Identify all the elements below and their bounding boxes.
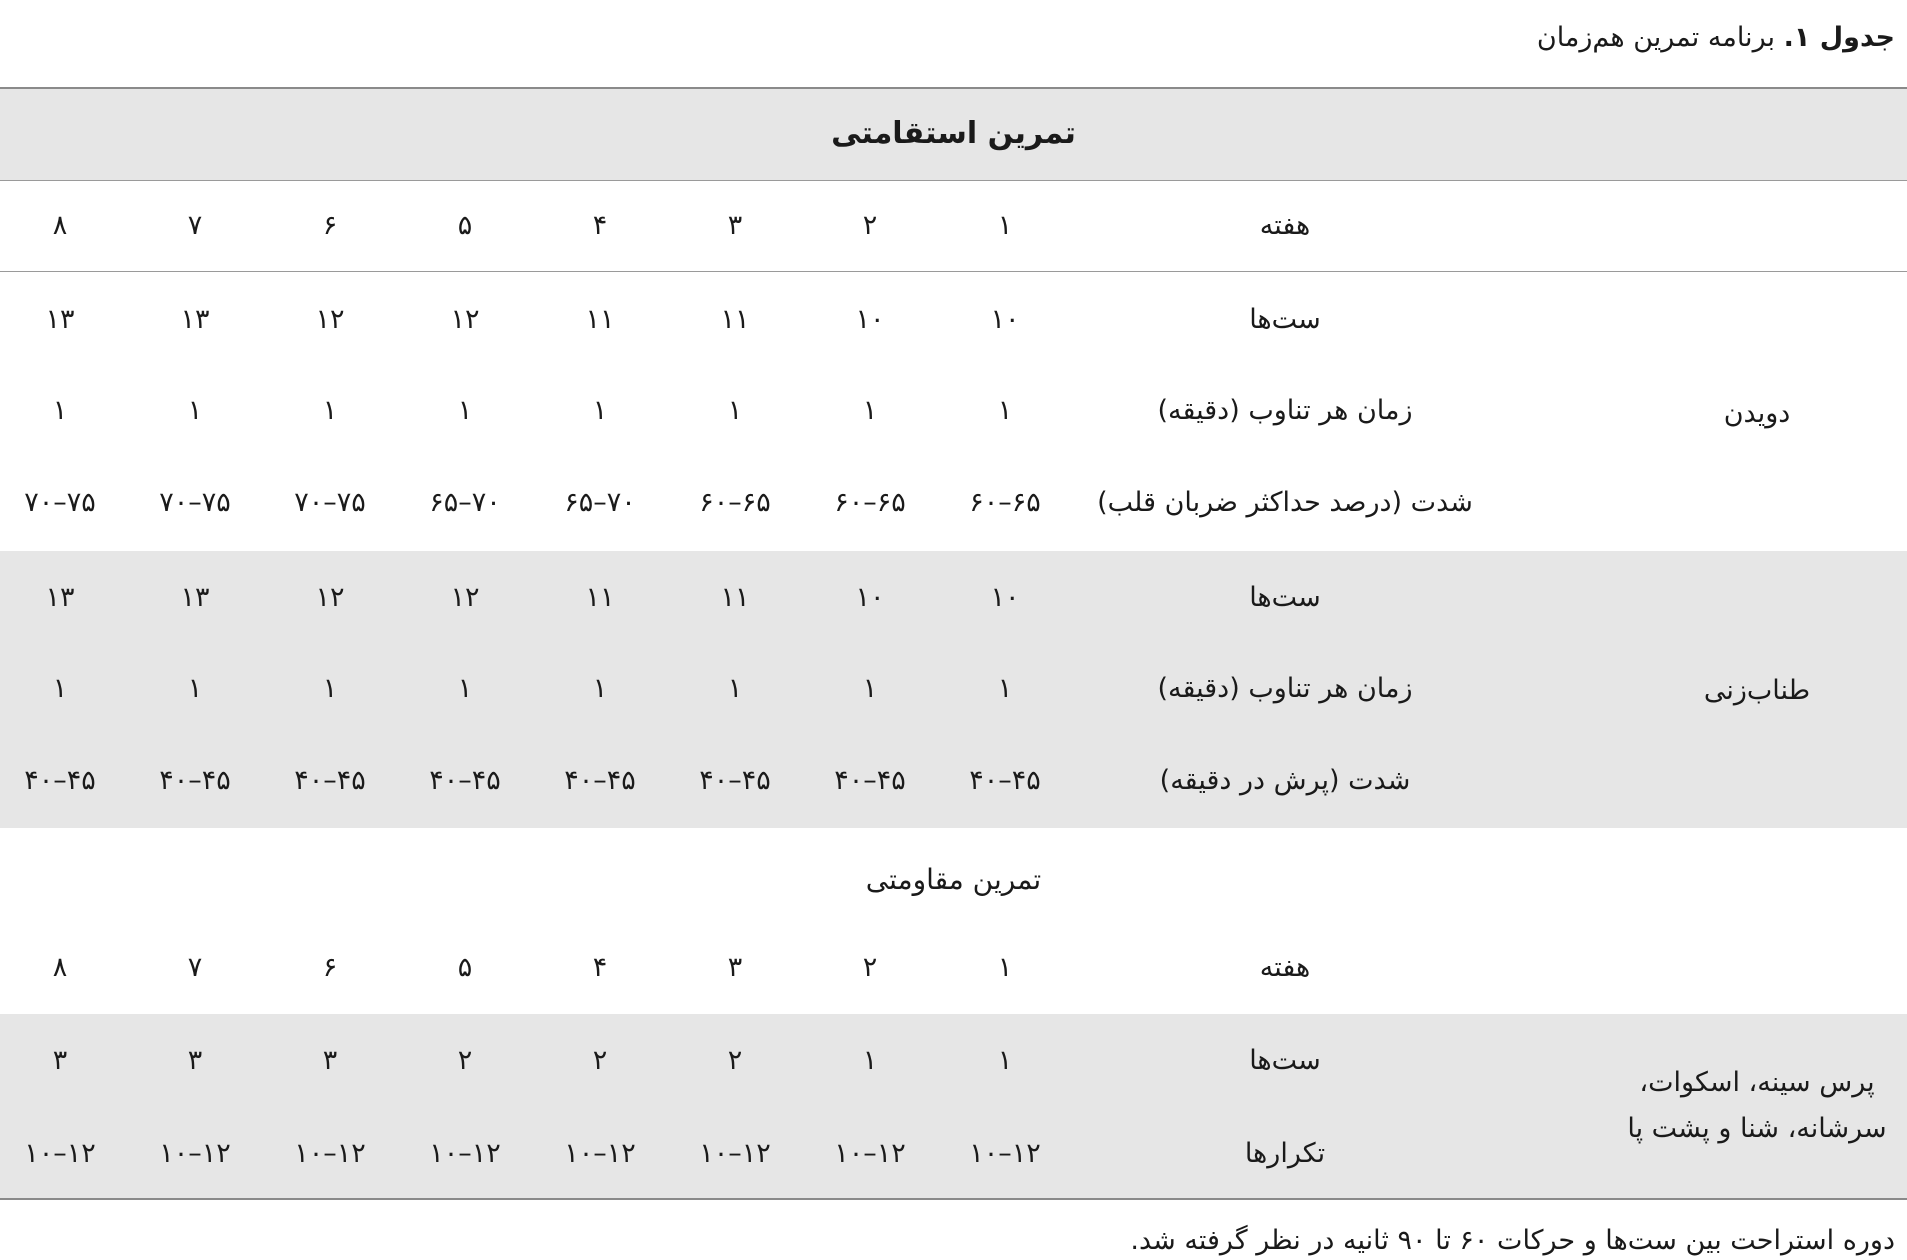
table-cell: ۱۱ [720, 304, 750, 335]
week-7: ۷ [187, 210, 203, 241]
resistance-title: تمرین مقاومتی [865, 863, 1042, 896]
table-cell: ۲ [727, 1045, 743, 1076]
table-cell: ۱۲ [315, 304, 345, 335]
table-row [0, 1031, 1907, 1091]
week-2: ۲ [862, 952, 878, 983]
table-cell: ۱۲–۱۰ [834, 1138, 906, 1169]
table-row [0, 290, 1907, 350]
table-cell: ۲ [457, 1045, 473, 1076]
table-cell: ۱۲–۱۰ [564, 1138, 636, 1169]
table-cell: ۱ [457, 395, 473, 426]
table-cell: ۴۵–۴۰ [699, 765, 771, 796]
table-cell: ۱۰ [855, 582, 885, 613]
table-cell: ۱۲–۱۰ [699, 1138, 771, 1169]
endurance-title-divider [0, 180, 1907, 181]
table-cell: ۴۵–۴۰ [429, 765, 501, 796]
week-label: هفته [1259, 952, 1311, 983]
week-5: ۵ [457, 210, 473, 241]
exercise-resistance-name-line1: پرس سینه، اسکوات، [1639, 1067, 1875, 1098]
table-cell: ۱ [997, 1045, 1013, 1076]
table-cell: ۱ [727, 673, 743, 704]
endurance-title: تمرین استقامتی [831, 116, 1076, 151]
table-cell: ۶۵–۶۰ [969, 487, 1041, 518]
table-row [0, 1124, 1907, 1184]
caption-text: برنامه تمرین هم‌زمان [1536, 22, 1784, 53]
table-cell: ۱۲–۱۰ [159, 1138, 231, 1169]
table-cell: ۶۵–۶۰ [834, 487, 906, 518]
table-cell: ۱ [997, 395, 1013, 426]
table-cell: ۳ [322, 1045, 338, 1076]
table-cell: ۲ [592, 1045, 608, 1076]
table-cell: ۱ [187, 673, 203, 704]
caption-label: جدول ۱. [1783, 22, 1895, 53]
row-param: زمان هر تناوب (دقیقه) [1157, 395, 1413, 426]
week-3: ۳ [727, 210, 743, 241]
row-param: ست‌ها [1249, 304, 1321, 335]
table-cell: ۴۵–۴۰ [159, 765, 231, 796]
table-cell: ۴۵–۴۰ [24, 765, 96, 796]
week-5: ۵ [457, 952, 473, 983]
table-bottom-border [0, 1198, 1907, 1200]
table-cell: ۱ [592, 673, 608, 704]
table-cell: ۷۰–۶۵ [564, 487, 636, 518]
week-4: ۴ [592, 210, 608, 241]
table-cell: ۱ [862, 1045, 878, 1076]
week-8: ۸ [52, 952, 68, 983]
exercise-running-name: دویدن [1723, 398, 1791, 429]
table-cell: ۷۰–۶۵ [429, 487, 501, 518]
row-param: زمان هر تناوب (دقیقه) [1157, 673, 1413, 704]
table-cell: ۷۵–۷۰ [24, 487, 96, 518]
table-cell: ۶۵–۶۰ [699, 487, 771, 518]
table-cell: ۱ [862, 673, 878, 704]
table-cell: ۷۵–۷۰ [159, 487, 231, 518]
week-1: ۱ [997, 210, 1013, 241]
table-caption [1537, 18, 1895, 58]
endurance-week-row [0, 196, 1907, 256]
resistance-week-row [0, 938, 1907, 998]
table-cell: ۱۰ [855, 304, 885, 335]
table-row [0, 381, 1907, 441]
table-cell: ۴۵–۴۰ [294, 765, 366, 796]
table-cell: ۱ [187, 395, 203, 426]
table-cell: ۱ [727, 395, 743, 426]
row-param: تکرارها [1244, 1138, 1326, 1169]
table-cell: ۱۰ [990, 582, 1020, 613]
table-row [0, 568, 1907, 628]
row-param: ست‌ها [1249, 582, 1321, 613]
exercise-rope-jumping-name: طناب‌زنی [1703, 675, 1811, 706]
table-footnote: دوره استراحت بین ست‌ها و حرکات ۶۰ تا ۹۰ ثانیه در نظر گرفته شد. [1130, 1225, 1895, 1256]
table-cell: ۱۱ [720, 582, 750, 613]
endurance-week-divider [0, 271, 1907, 272]
table-cell: ۴۵–۴۰ [564, 765, 636, 796]
row-param: شدت (پرش در دقیقه) [1159, 765, 1411, 796]
table-cell: ۱ [457, 673, 473, 704]
table-row [0, 659, 1907, 719]
table-cell: ۱۲–۱۰ [294, 1138, 366, 1169]
week-7: ۷ [187, 952, 203, 983]
table-row [0, 751, 1907, 811]
table-cell: ۱۱ [585, 304, 615, 335]
table-cell: ۱ [862, 395, 878, 426]
table-cell: ۱۲ [450, 304, 480, 335]
table-cell: ۱۳ [45, 582, 75, 613]
week-4: ۴ [592, 952, 608, 983]
table-cell: ۳ [187, 1045, 203, 1076]
week-label: هفته [1259, 210, 1311, 241]
week-6: ۶ [322, 952, 338, 983]
row-param: ست‌ها [1249, 1045, 1321, 1076]
exercise-resistance-name-line2: سرشانه، شنا و پشت پا [1627, 1113, 1887, 1144]
table-cell: ۱۲–۱۰ [429, 1138, 501, 1169]
week-1: ۱ [997, 952, 1013, 983]
table-cell: ۱۳ [180, 304, 210, 335]
row-param: شدت (درصد حداکثر ضربان قلب) [1097, 487, 1473, 518]
week-3: ۳ [727, 952, 743, 983]
week-8: ۸ [52, 210, 68, 241]
week-6: ۶ [322, 210, 338, 241]
table-cell: ۱ [322, 673, 338, 704]
table-cell: ۱۱ [585, 582, 615, 613]
table-cell: ۴۵–۴۰ [834, 765, 906, 796]
week-2: ۲ [862, 210, 878, 241]
table-cell: ۱۲ [315, 582, 345, 613]
table-cell: ۱ [997, 673, 1013, 704]
table-row [0, 473, 1907, 533]
table-cell: ۴۵–۴۰ [969, 765, 1041, 796]
table-cell: ۱۳ [180, 582, 210, 613]
table-cell: ۱۲–۱۰ [24, 1138, 96, 1169]
table-cell: ۱ [592, 395, 608, 426]
table-cell: ۱۳ [45, 304, 75, 335]
table-cell: ۱ [322, 395, 338, 426]
table-cell: ۳ [52, 1045, 68, 1076]
table-cell: ۱۲ [450, 582, 480, 613]
table-cell: ۱ [52, 395, 68, 426]
table-cell: ۱۲–۱۰ [969, 1138, 1041, 1169]
table-cell: ۱۰ [990, 304, 1020, 335]
table-cell: ۷۵–۷۰ [294, 487, 366, 518]
table-cell: ۱ [52, 673, 68, 704]
